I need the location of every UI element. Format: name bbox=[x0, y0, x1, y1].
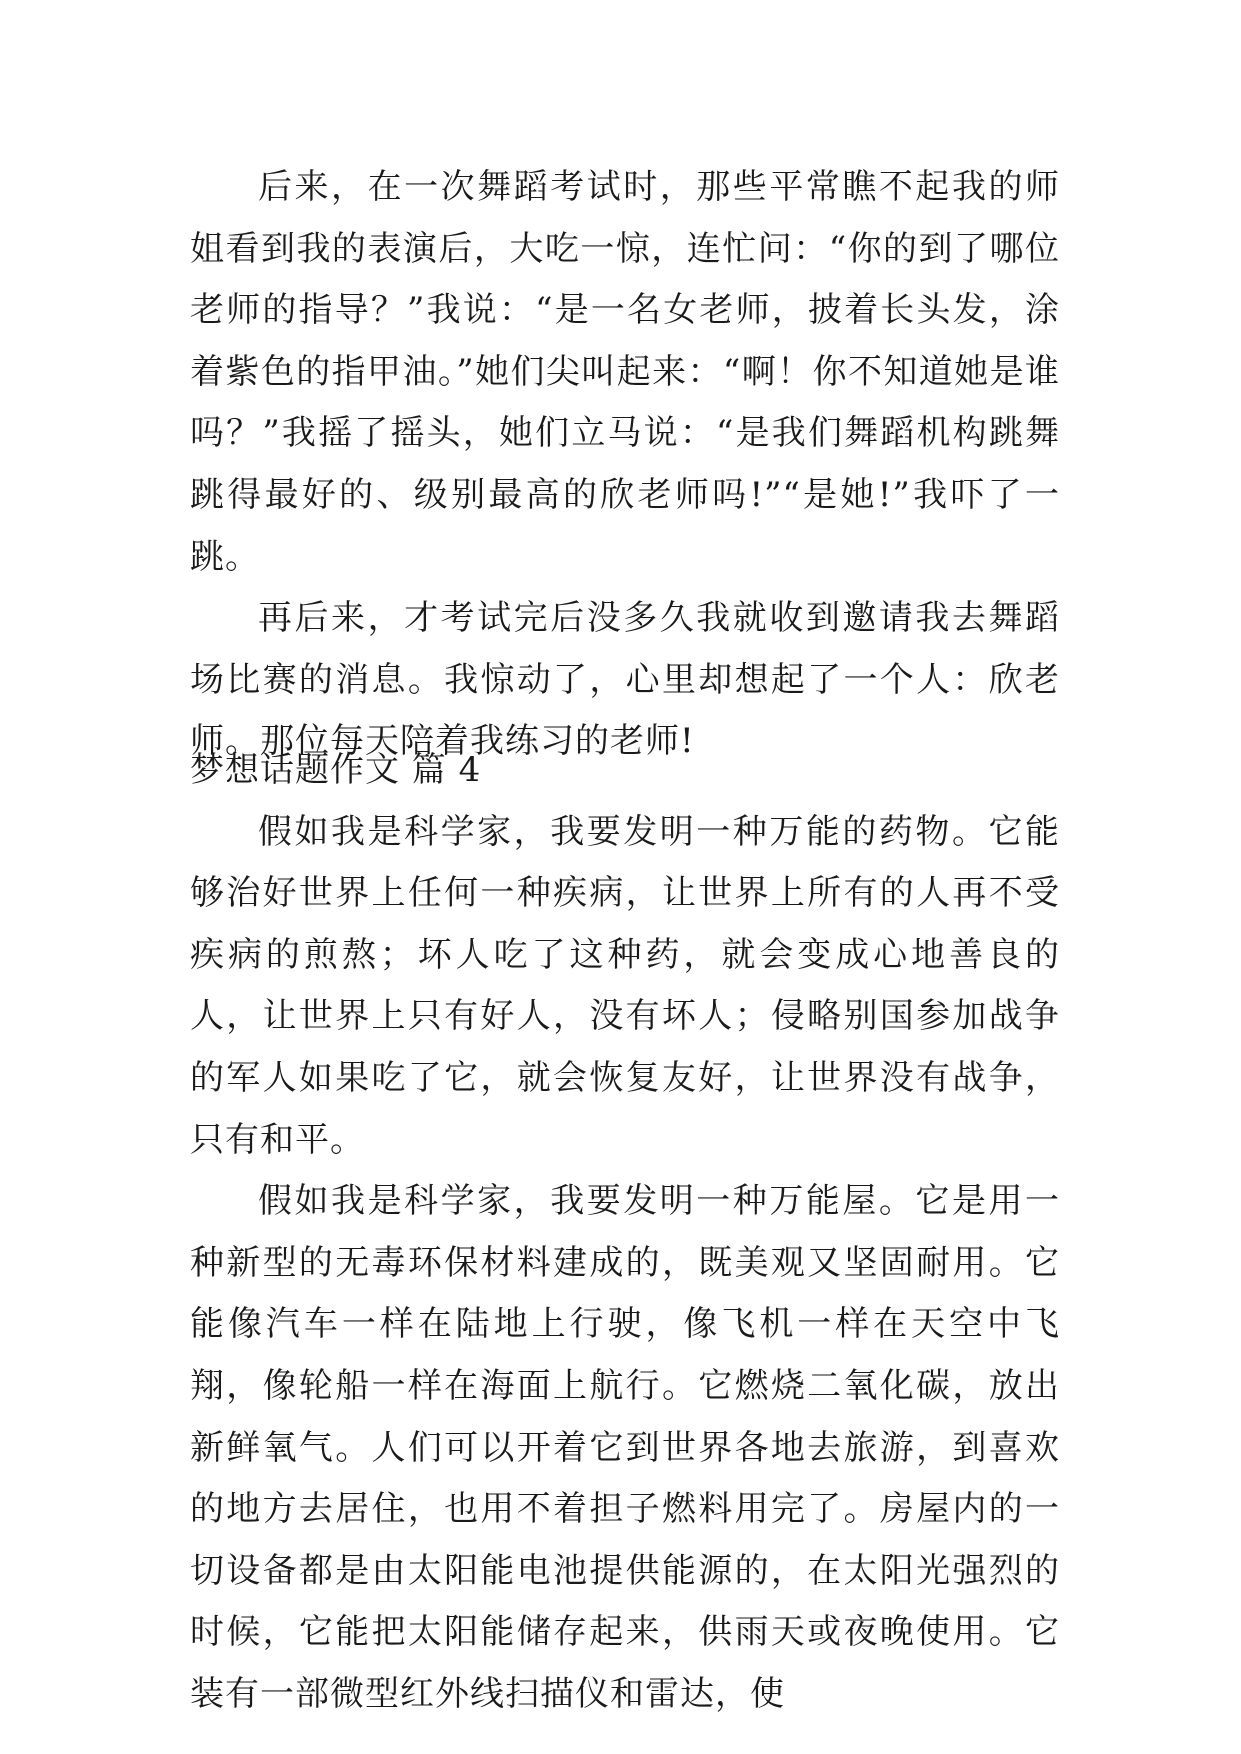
paragraph-dance-exam: 后来，在一次舞蹈考试时，那些平常瞧不起我的师姐看到我的表演后，大吃一惊，连忙问：“你的到了哪位老师的指导？”我说：“是一名女老师，披着长头发，涂着紫色的指甲油。”她们尖叫起来：“啊！你不知道她是谁吗？”我摇了摇头，她们立马说：“是我们舞蹈机构跳舞跳得最好的、级别最高的欣老师吗!”“是她!”我吓了一跳。 bbox=[190, 167, 1060, 577]
section-4-block bbox=[190, 740, 1060, 1726]
section-heading: 梦想话题作文 篇 4 bbox=[190, 750, 482, 790]
paragraph-universal-medicine: 假如我是科学家，我要发明一种万能的药物。它能够治好世界上任何一种疾病，让世界上所有的人再不受疾病的煎熬；坏人吃了这种药，就会变成心地善良的人，让世界上只有好人，没有坏人；侵略别国参加战争的军人如果吃了它，就会恢复友好，让世界没有战争，只有和平。 bbox=[190, 811, 1060, 1160]
paragraph-universal-house: 假如我是科学家，我要发明一种万能屋。它是用一种新型的无毒环保材料建成的，既美观又坚固耐用。它能像汽车一样在陆地上行驶，像飞机一样在天空中飞翔，像轮船一样在海面上航行。它燃烧二氧化碳，放出新鲜氧气。人们可以开着它到世界各地去旅游，到喜欢的地方去居住，也用不着担子燃料用完了。房屋内的一切设备都是由太阳能电池提供能源的，在太阳光强烈的时候，它能把太阳能储存起来，供雨天或夜晚使用。它装有一部微型红外线扫描仪和雷达，使 bbox=[190, 1181, 1060, 1714]
top-text-block bbox=[190, 157, 1060, 773]
paragraph-competition-invite: 再后来，才考试完后没多久我就收到邀请我去舞蹈场比赛的消息。我惊动了，心里却想起了一个人：欣老师。那位每天陪着我练习的老师! bbox=[190, 598, 1060, 762]
